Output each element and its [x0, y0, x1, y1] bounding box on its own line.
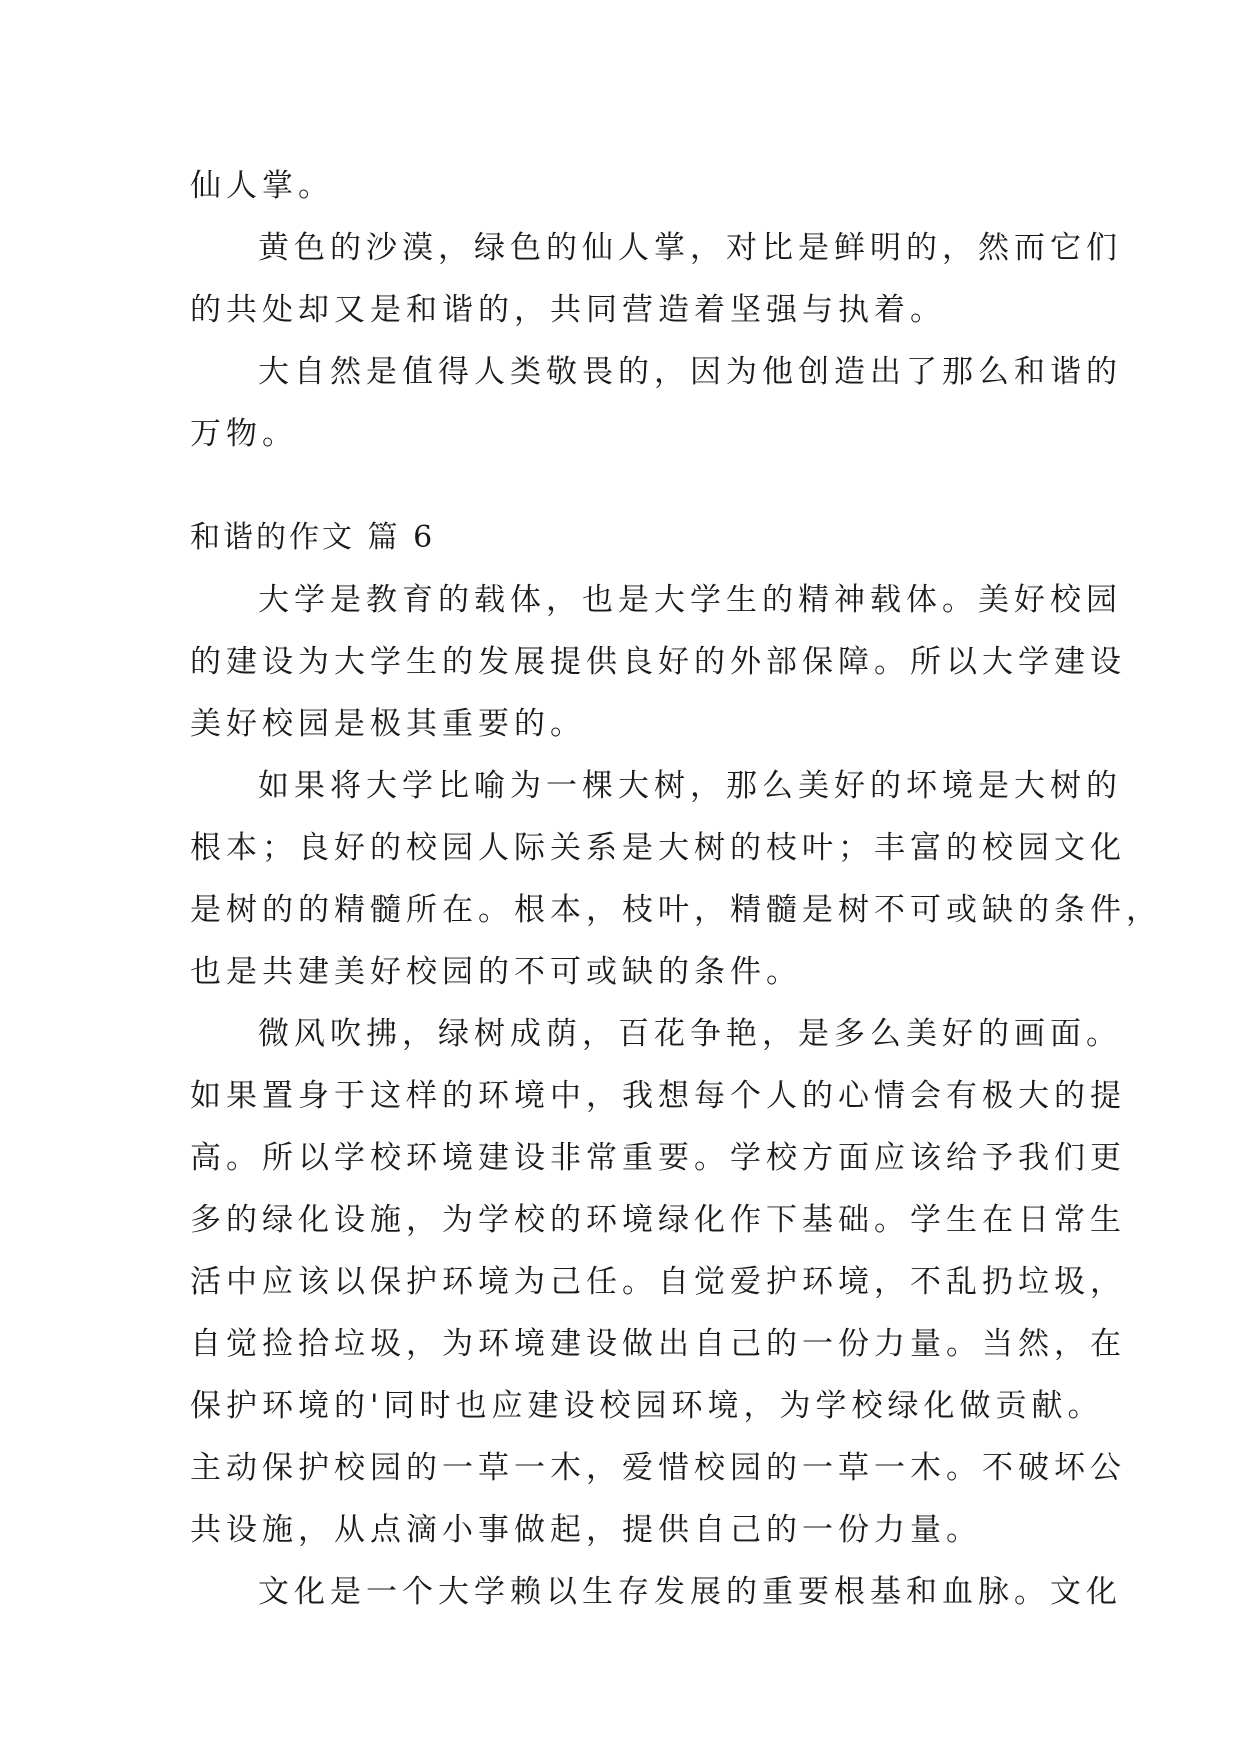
- text-line: 根本；良好的校园人际关系是大树的枝叶；丰富的校园文化: [190, 830, 1126, 866]
- section-heading: 和谐的作文 篇 6: [190, 520, 436, 555]
- text-line: 是树的的精髓所在。根本，枝叶，精髓是树不可或缺的条件，: [190, 892, 1162, 928]
- paragraph-start-line: 文化是一个大学赖以生存发展的重要根基和血脉。文化: [258, 1574, 1122, 1610]
- paragraph-start-line: 大学是教育的载体，也是大学生的精神载体。美好校园: [258, 582, 1122, 618]
- text-line: 的共处却又是和谐的，共同营造着坚强与执着。: [190, 292, 946, 328]
- text-line: 保护环境的'同时也应建设校园环境，为学校绿化做贡献。: [190, 1388, 1104, 1424]
- text-line: 高。所以学校环境建设非常重要。学校方面应该给予我们更: [190, 1140, 1126, 1176]
- paragraph-start-line: 如果将大学比喻为一棵大树，那么美好的坏境是大树的: [258, 768, 1122, 804]
- document-body: [190, 155, 1162, 1623]
- paragraph-start-line: 大自然是值得人类敬畏的，因为他创造出了那么和谐的: [258, 354, 1122, 390]
- text-line: 美好校园是极其重要的。: [190, 706, 586, 742]
- paragraph-start-line: 微风吹拂，绿树成荫，百花争艳，是多么美好的画面。: [258, 1016, 1122, 1052]
- section-gap: [190, 465, 1065, 507]
- text-line: 主动保护校园的一草一木，爱惜校园的一草一木。不破坏公: [190, 1450, 1126, 1486]
- text-line: 的建设为大学生的发展提供良好的外部保障。所以大学建设: [190, 644, 1126, 680]
- text-line: 自觉捡拾垃圾，为环境建设做出自己的一份力量。当然，在: [190, 1326, 1126, 1362]
- text-line: 多的绿化设施，为学校的环境绿化作下基础。学生在日常生: [190, 1202, 1126, 1238]
- text-line: 万物。: [190, 416, 298, 452]
- text-line: 活中应该以保护环境为己任。自觉爱护环境，不乱扔垃圾，: [190, 1264, 1126, 1300]
- paragraph-start-line: 黄色的沙漠，绿色的仙人掌，对比是鲜明的，然而它们: [258, 230, 1122, 266]
- text-line: 共设施，从点滴小事做起，提供自己的一份力量。: [190, 1512, 982, 1548]
- text-line: 仙人掌。: [190, 168, 334, 204]
- text-line: 也是共建美好校园的不可或缺的条件。: [190, 954, 802, 990]
- text-line: 如果置身于这样的环境中，我想每个人的心情会有极大的提: [190, 1078, 1126, 1114]
